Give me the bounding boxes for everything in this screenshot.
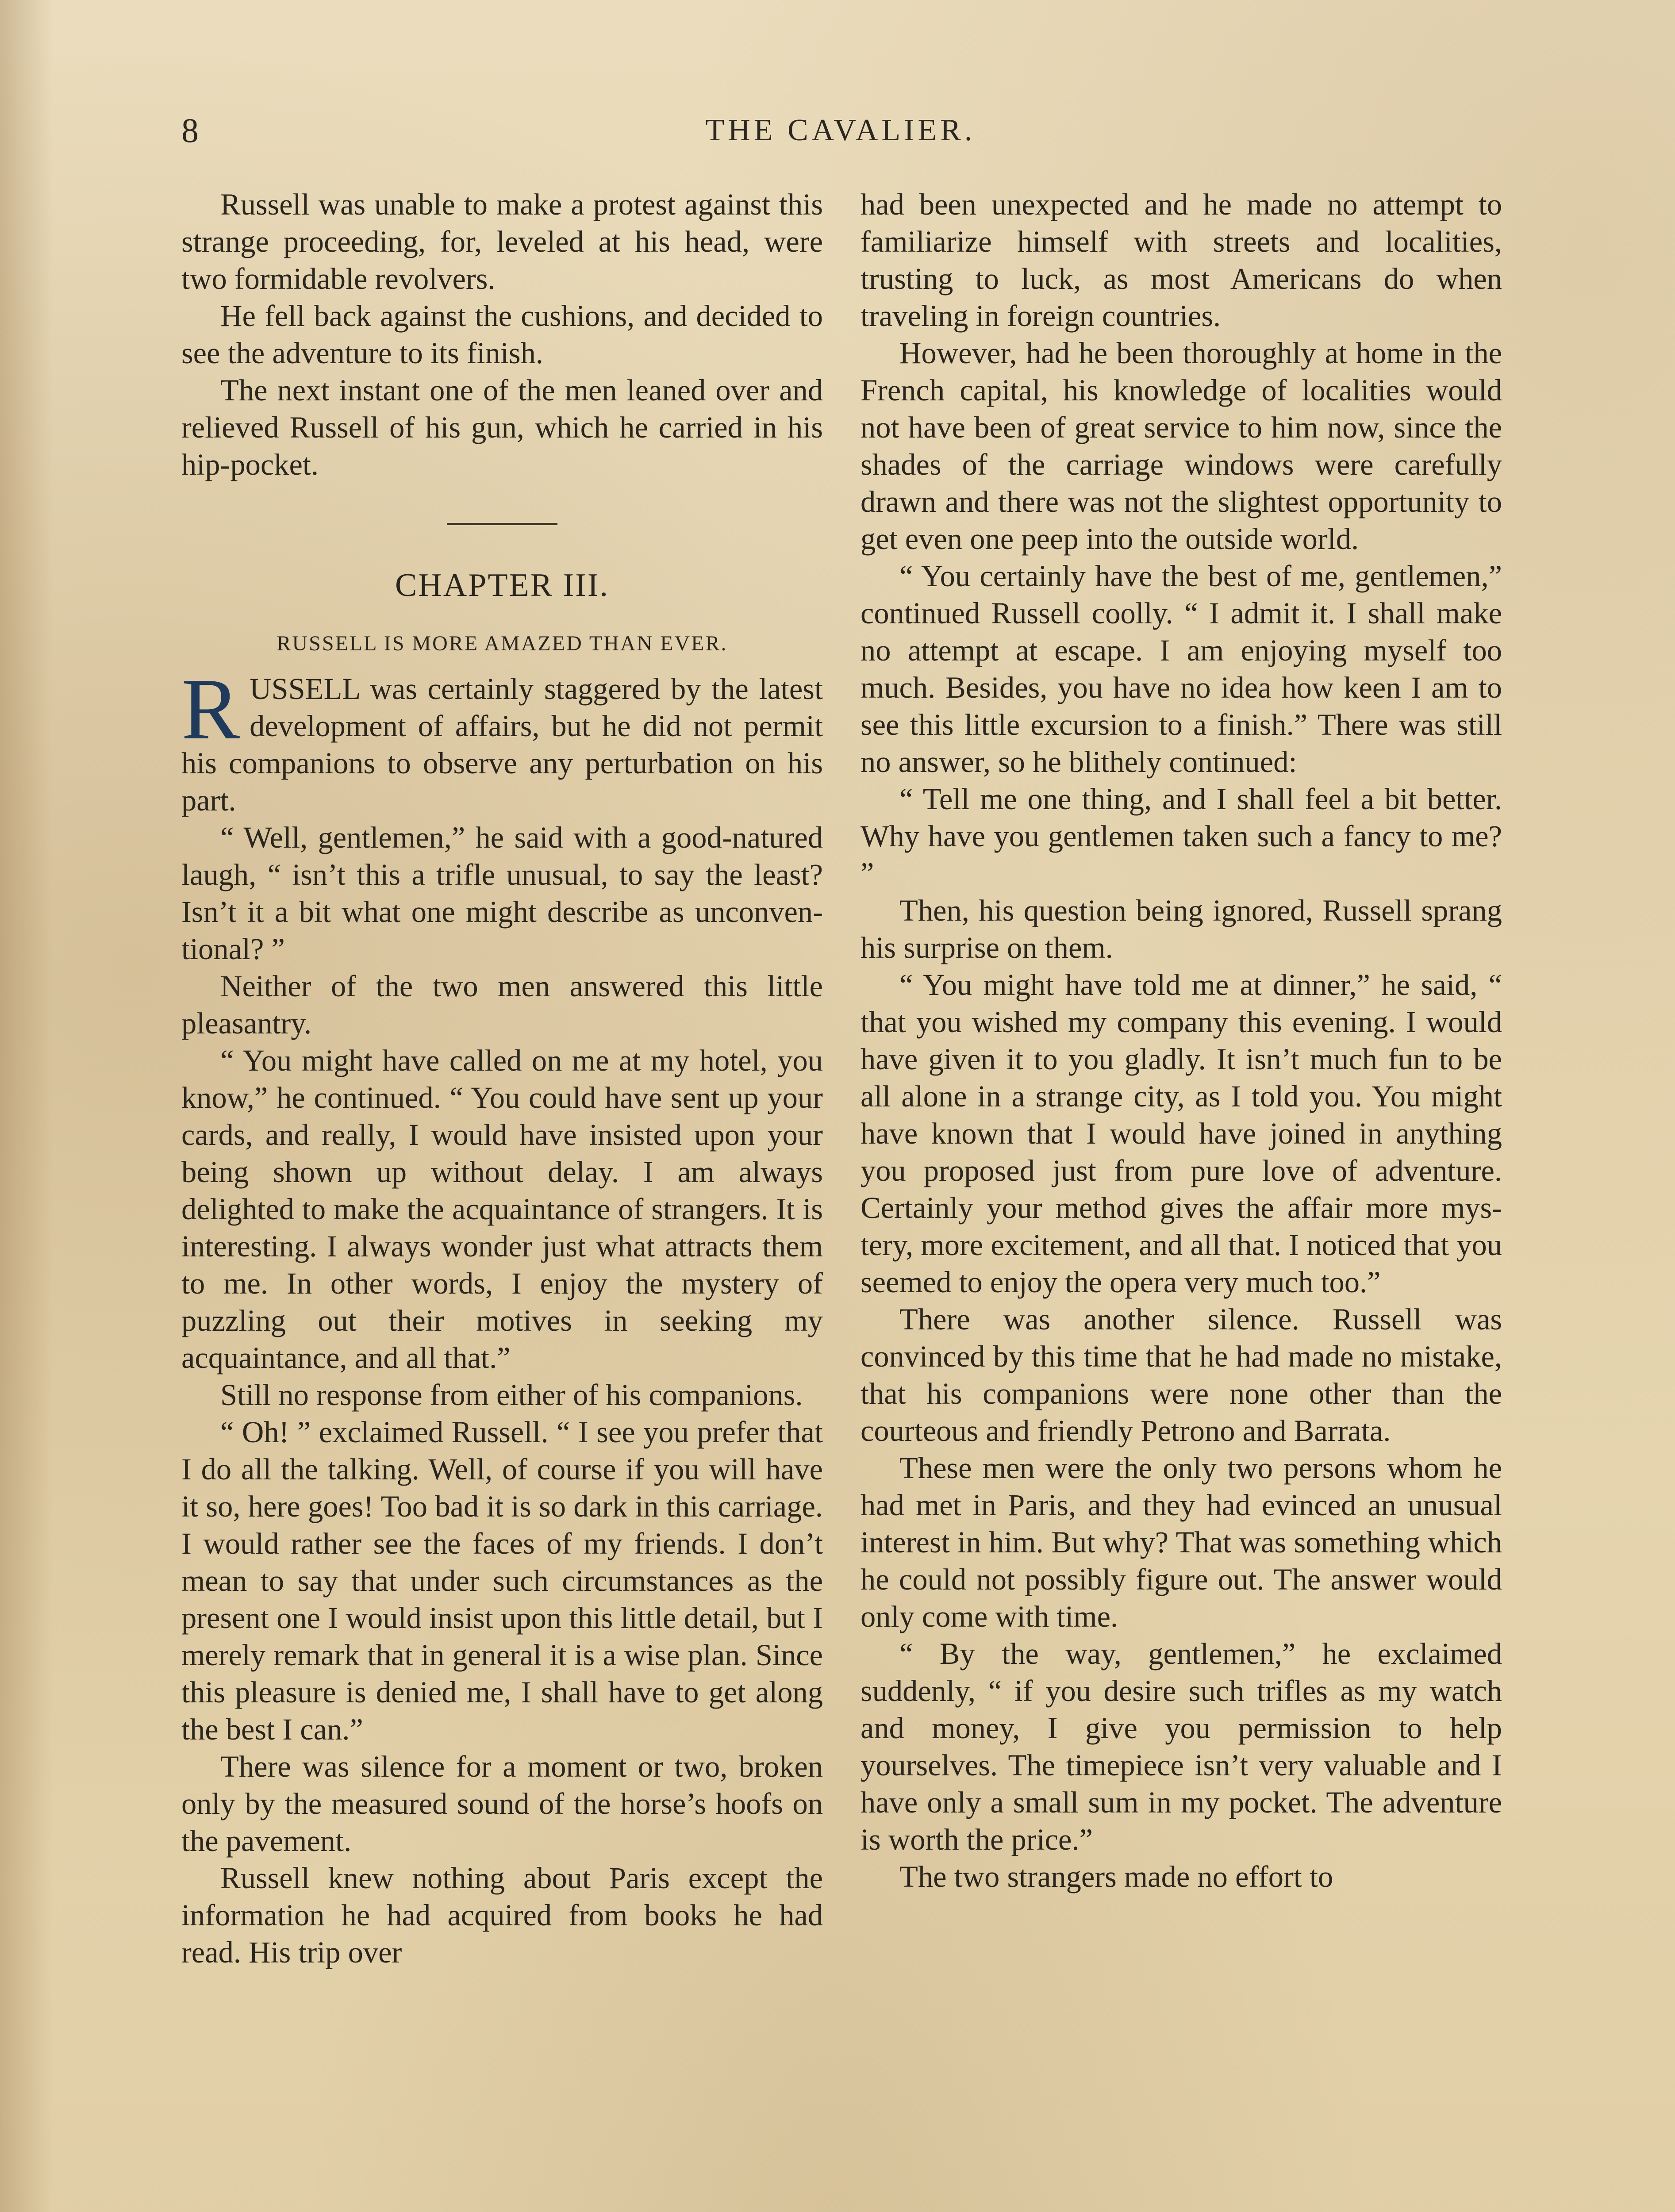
paragraph: “ You might have told me at dinner,” he said, “ that you wished my company this evening. I would have given it to you gladly. It isn’t much fun to be all alone in a strange city, as I told you. You might have known that I would have joined in anything you proposed just from pure love of adventure. Certainly your method gives the affair more mystery, more excitement, and all that. I noticed that you seemed to enjoy the opera very much too.” [861,968,1502,1299]
paragraph: The next instant one of the men leaned over and relieved Russell of his gun, which he carried in his hip-pocket. [181,373,823,481]
drop-cap: R [181,661,240,757]
paragraph: The two strangers made no effort to [899,1860,1333,1893]
paragraph: He fell back against the cushions, and decided to see the adventure to its finish. [181,299,823,370]
page-number: 8 [181,111,199,150]
paragraph: Russell was unable to make a protest against this strange proceeding, for, leveled at his head, were two formidable revolvers. [181,188,823,296]
paragraph: However, had he been thoroughly at home in the French capital, his knowledge of localities would not have been of great service to him now, since the shades of the carriage windows were carefully drawn and there was not the slightest opportunity to get even one peep into the outside world. [861,336,1502,556]
section-divider [447,523,557,525]
page-header [181,106,1500,155]
paragraph-continued: had been unexpected and he made no attempt to familiarize himself with streets and localities, trusting to luck, as most Americans do when traveling in foreign countries. [861,188,1502,333]
left-column [181,186,823,1971]
page-edge-stain [0,0,53,2212]
paragraph: There was another silence. Russell was convinced by this time that he had made no mistake, that his companions were none other than the courteous and friendly Petrono and Barrata. [861,1302,1502,1448]
paragraph: “ Oh! ” exclaimed Russell. “ I see you prefer that I do all the talking. Well, of course if you will have it so, here goes! Too bad it is so dark in this carriage. I would rather see the faces of my friends. I don’t mean to say that under such circumstances as the present one I would insist upon this little detail, but I merely remark that in general it is a wise plan. Since this pleasure is denied me, I shall have to get along the best I can.” [181,1415,823,1746]
chapter-subtitle: RUSSELL IS MORE AMAZED THAN EVER. [277,632,728,655]
chapter-title: CHAPTER III. [395,567,610,603]
paragraph: Then, his question being ignored, Russell sprang his surprise on them. [861,894,1502,964]
paragraph: “ You might have called on me at my hotel, you know,” he continued. “ You could have sent up your cards, and really, I would have insisted upon your being shown up without delay. I am always delighted to make the acquaintance of strangers. It is interesting. I always wonder just what attracts them to me. In other words, I enjoy the mystery of puzzling out their motives in seeking my acquaintance, and all that.” [181,1044,823,1375]
chapter-opening-paragraph [181,661,823,819]
right-column [861,186,1502,1895]
paragraph: “ You certainly have the best of me, gentlemen,” continued Russell coolly. “ I admit it. I shall make no attempt at escape. I am enjoying myself too much. Besides, you have no idea how keen I am to see this little excursion to a finish.” There was still no answer, so he blithely continued: [861,559,1502,779]
paragraph: Still no response from either of his companions. [220,1378,803,1412]
paragraph: “ Tell me one thing, and I shall feel a bit better. Why have you gentlemen taken such a fancy to me? ” [861,782,1502,890]
paragraph: “ By the way, gentlemen,” he exclaimed suddenly, “ if you desire such trifles as my watch and money, I give you permission to help yourselves. The timepiece isn’t very valuable and I have only a small sum in my pocket. The adventure is worth the price.” [861,1637,1502,1856]
paragraph: These men were the only two persons whom he had met in Paris, and they had evinced an unusual interest in him. But why? That was something which he could not possibly figure out. The answer would only come with time. [861,1451,1502,1633]
paragraph: There was silence for a moment or two, broken only by the measured sound of the horse’s hoofs on the pavement. [181,1750,823,1858]
running-head: THE CAVALIER. [705,113,976,147]
paragraph-text: USSELL was certainly staggered by the latest development of affairs, but he did not permit his companions to observe any perturbation on his part. [181,672,823,817]
paragraph: “ Well, gentlemen,” he said with a good-natured laugh, “ isn’t this a trifle unusual, to say the least? Isn’t it a bit what one might describe as unconventional? ” [181,821,823,966]
paragraph: Neither of the two men answered this little pleasantry. [181,969,823,1040]
paragraph: Russell knew nothing about Paris except the information he had acquired from books he had read. His trip over [181,1861,823,1969]
